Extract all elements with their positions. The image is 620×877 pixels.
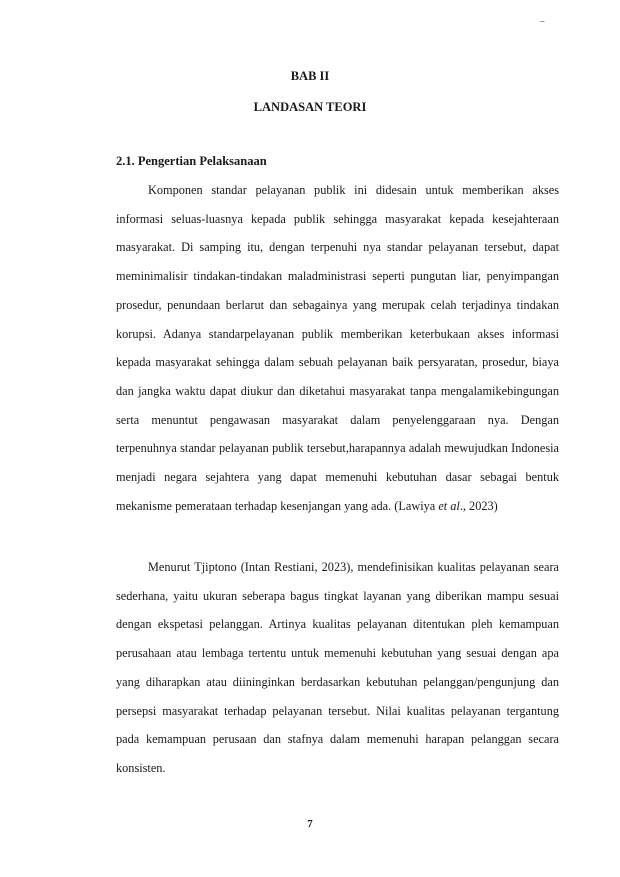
page-corner-mark: – bbox=[540, 16, 545, 26]
paragraph-1-citation-emphasis: et al bbox=[438, 498, 460, 513]
section-heading: 2.1. Pengertian Pelaksanaan bbox=[116, 154, 267, 168]
paragraph-2: Menurut Tjiptono (Intan Restiani, 2023), mendefinisikan kualitas pelayanan seara sederhana, yaitu ukuran seberapa bagus tingkat layanan yang diberikan mampu sesuai dengan ekspetasi pelanggan. Artinya kualitas pelayanan ditentukan pleh kemampuan perusahaan atau lembaga tertentu untuk memenuhi kebutuhan yang sesuai dengan apa yang diharapkan atau diininginkan berdasarkan kebutuhan pelanggan/pengunjung dan persepsi masyarakat terhadap pelayanan tersebut. Nilai kualitas pelayanan tergantung pada kemampuan perusaan dan stafnya dalam memenuhi harapan pelanggan secara konsisten. bbox=[116, 560, 559, 775]
page-number: 7 bbox=[307, 818, 313, 830]
chapter-number: BAB II bbox=[290, 69, 330, 83]
paragraph-1-citation-end: ., 2023) bbox=[459, 498, 498, 513]
chapter-title: LANDASAN TEORI bbox=[253, 100, 367, 114]
paragraph-1 bbox=[116, 176, 559, 520]
paragraph-1-text: Komponen standar pelayanan publik ini didesain untuk memberikan akses informasi seluas-luasnya kepada publik sehingga masyarakat kepada kesejahteraan masyarakat. Di samping itu, dengan terpenuhi nya standar pelayanan tersebut, dapat meminimalisir tindakan-tindakan maladministrasi seperti pungutan liar, penyimpangan prosedur, penundaan berlarut dan sebagainya yang merupak celah terjadinya tindakan korupsi. Adanya standarpelayanan publik memberikan keterbukaan akses informasi kepada masyarakat sehingga dalam sebuah pelayanan baik persyaratan, prosedur, biaya dan jangka waktu dapat diukur dan diketahui masyarakat tanpa mengalamikebingungan serta menuntut pengawasan masyarakat dalam penyelenggaraan nya. Dengan terpenuhnya standar pelayanan publik tersebut,harapannya adalah mewujudkan Indonesia menjadi negara sejahtera yang dapat memenuhi kebutuhan dasar sebagai bentuk mekanisme pemerataan terhadap kesenjangan yang ada. (Lawiya bbox=[116, 183, 559, 513]
